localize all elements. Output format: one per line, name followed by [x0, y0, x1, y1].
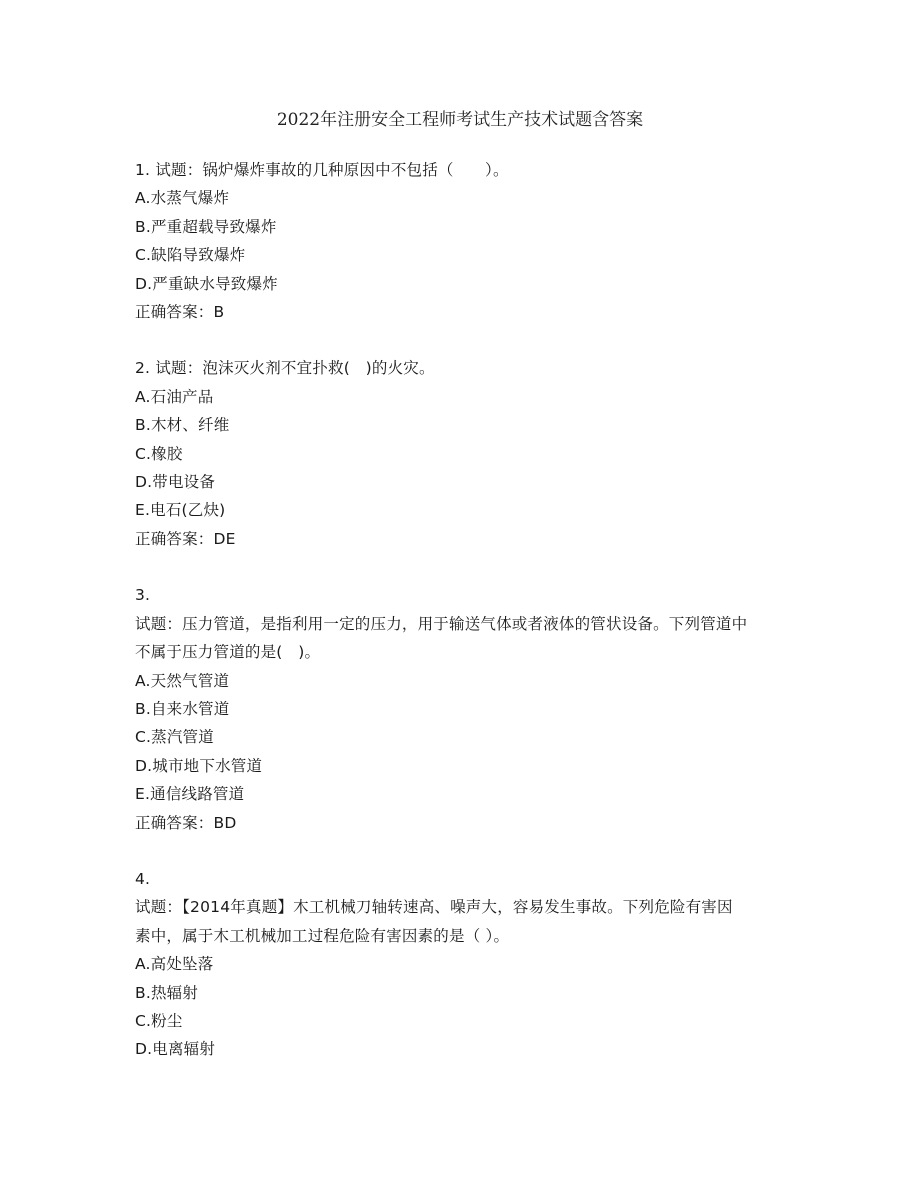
correct-answer: 正确答案：BD — [135, 813, 237, 832]
document-title: 2022年注册安全工程师考试生产技术试题含答案 — [276, 110, 644, 130]
question-3 — [135, 581, 785, 837]
question-stem-line-1: 试题：【2014年真题】木工机械刀轴转速高、噪声大，容易发生事故。下列危险有害因 — [135, 898, 733, 917]
correct-answer: 正确答案：B — [135, 303, 225, 322]
question-1 — [135, 156, 785, 326]
question-stem: 1. 试题：锅炉爆炸事故的几种原因中不包括（ ）。 — [135, 161, 509, 179]
question-stem-line-2: 不属于压力管道的是( )。 — [135, 643, 321, 662]
option-e: E.通信线路管道 — [135, 785, 245, 804]
option-c: C.蒸汽管道 — [135, 728, 214, 747]
question-number: 4. — [135, 869, 151, 888]
option-b: B.热辐射 — [135, 983, 199, 1002]
question-stem-line-2: 素中，属于木工机械加工过程危险有害因素的是（ ）。 — [135, 926, 510, 945]
question-list — [135, 156, 785, 1092]
question-number: 3. — [135, 586, 151, 605]
option-a: A.石油产品 — [135, 387, 214, 406]
option-b: B.自来水管道 — [135, 699, 230, 718]
option-a: A.天然气管道 — [135, 671, 230, 690]
question-4 — [135, 865, 785, 1064]
option-c: C.橡胶 — [135, 444, 183, 463]
option-c: C.粉尘 — [135, 1011, 183, 1030]
option-c: C.缺陷导致爆炸 — [135, 246, 246, 265]
question-stem: 2. 试题：泡沫灭火剂不宜扑救( )的火灾。 — [135, 359, 435, 378]
option-d: D.严重缺水导致爆炸 — [135, 274, 278, 293]
option-b: B.严重超载导致爆炸 — [135, 217, 277, 236]
option-d: D.带电设备 — [135, 473, 216, 492]
option-b: B.木材、纤维 — [135, 416, 230, 435]
option-a: A.高处坠落 — [135, 955, 214, 974]
correct-answer: 正确答案：DE — [135, 529, 236, 548]
option-e: E.电石(乙炔) — [135, 501, 226, 520]
option-d: D.城市地下水管道 — [135, 756, 263, 775]
option-a: A.水蒸气爆炸 — [135, 189, 230, 208]
question-stem-line-1: 试题：压力管道，是指利用一定的压力，用于输送气体或者液体的管状设备。下列管道中 — [135, 614, 748, 633]
question-2 — [135, 354, 785, 553]
option-d: D.电离辐射 — [135, 1040, 216, 1059]
